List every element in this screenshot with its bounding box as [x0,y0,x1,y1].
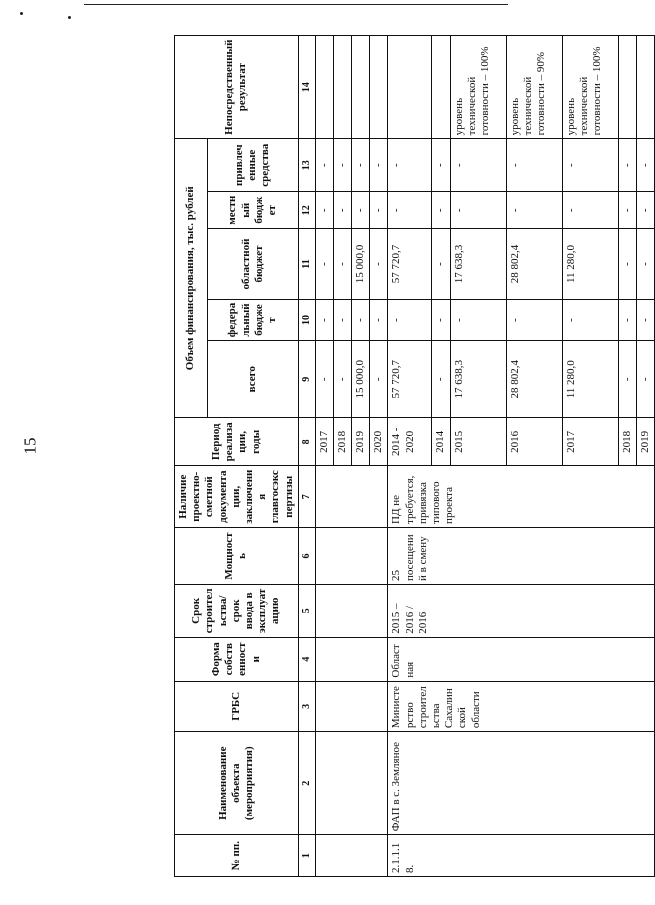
col-number: 2 [298,732,315,835]
total-cell: - [432,341,450,418]
regional-cell: - [333,229,351,299]
total-cell: 17 638,3 [450,341,506,418]
result-cell: уровень технической готовности – 100% [562,36,618,139]
prev-no-cell [315,835,388,877]
federal-cell: - [506,299,562,341]
attracted-cell: - [506,139,562,192]
prev-term-cell [315,585,388,638]
total-cell: - [618,341,636,418]
col-number: 5 [298,585,315,638]
federal-cell: - [370,299,388,341]
regional-cell: - [618,229,636,299]
result-cell: уровень технической готовности – 90% [506,36,562,139]
result-cell [352,36,370,139]
col-number: 10 [298,299,315,341]
total-cell: 11 280,0 [562,341,618,418]
header-name: Наименование объекта (мероприятия) [175,732,299,835]
federal-cell: - [636,299,654,341]
col-number: 14 [298,36,315,139]
attracted-cell: - [333,139,351,192]
object-term: 2015 – 2016 / 2016 [388,585,655,638]
result-cell [636,36,654,139]
regional-cell: 15 000,0 [352,229,370,299]
result-cell [333,36,351,139]
year-cell: 2014 - 2020 [388,418,432,466]
federal-cell: - [618,299,636,341]
regional-cell: - [370,229,388,299]
header-term: Срок строительства/срок ввода в эксплуатацию [175,585,299,638]
year-cell: 2017 [562,418,618,466]
year-cell: 2019 [636,418,654,466]
object-no: 2.1.1.18. [388,835,655,877]
year-cell: 2014 [432,418,450,466]
col-number: 3 [298,681,315,732]
prev-ownership-cell [315,637,388,681]
header-funding-group: Объем финансирования, тыс. рублей [175,139,208,418]
table-row [315,36,333,877]
header-capacity: Мощность [175,527,299,584]
total-cell: 28 802,4 [506,341,562,418]
header-psd: Наличие проектно-сметной документации, заключения главгосэкспертизы [175,466,299,527]
local-cell: - [618,192,636,229]
prev-psd-cell [315,466,388,527]
federal-cell: - [388,299,432,341]
col-number: 13 [298,139,315,192]
header-ownership: Форма собственности [175,637,299,681]
year-cell: 2017 [315,418,333,466]
header-federal: федеральный бюджет [207,299,298,341]
funding-table [174,35,655,877]
object-name: ФАП в с. Земляное [388,732,655,835]
col-number: 1 [298,835,315,877]
local-cell: - [562,192,618,229]
rotated-table-page [174,35,651,877]
header-local: местный бюджет [207,192,298,229]
prev-capacity-cell [315,527,388,584]
result-cell [432,36,450,139]
federal-cell: - [352,299,370,341]
federal-cell: - [315,299,333,341]
regional-cell: - [315,229,333,299]
attracted-cell: - [618,139,636,192]
attracted-cell: - [370,139,388,192]
federal-cell: - [562,299,618,341]
local-cell: - [352,192,370,229]
header-regional: областной бюджет [207,229,298,299]
local-cell: - [388,192,432,229]
object-ownership: Областная [388,637,655,681]
attracted-cell: - [432,139,450,192]
header-total: всего [207,341,298,418]
local-cell: - [370,192,388,229]
federal-cell: - [333,299,351,341]
regional-cell: 17 638,3 [450,229,506,299]
regional-cell: 57 720,7 [388,229,432,299]
header-attracted: привлеченные средства [207,139,298,192]
scan-dot [20,12,23,15]
federal-cell: - [432,299,450,341]
attracted-cell: - [636,139,654,192]
scan-top-line [84,4,508,5]
scan-dot [68,16,71,19]
local-cell: - [450,192,506,229]
col-number: 7 [298,466,315,527]
attracted-cell: - [352,139,370,192]
year-cell: 2015 [450,418,506,466]
year-cell: 2018 [618,418,636,466]
year-cell: 2018 [333,418,351,466]
year-cell: 2016 [506,418,562,466]
year-cell: 2019 [352,418,370,466]
attracted-cell: - [388,139,432,192]
col-number: 12 [298,192,315,229]
prev-name-cell [315,732,388,835]
object-psd: ПД не требуется, привязка типового проекта [388,466,655,527]
result-cell [370,36,388,139]
page-number: 15 [20,437,40,455]
total-cell: - [333,341,351,418]
federal-cell: - [450,299,506,341]
attracted-cell: - [315,139,333,192]
header-period: Период реализации, годы [175,418,299,466]
local-cell: - [432,192,450,229]
local-cell: - [333,192,351,229]
col-number: 6 [298,527,315,584]
header-grbs: ГРБС [175,681,299,732]
total-cell: 57 720,7 [388,341,432,418]
table-row [388,36,432,877]
result-cell: уровень технической готовности – 100% [450,36,506,139]
local-cell: - [636,192,654,229]
result-cell [315,36,333,139]
total-cell: - [636,341,654,418]
result-cell [388,36,432,139]
local-cell: - [506,192,562,229]
header-result: Непосредственный результат [175,36,299,139]
col-number: 4 [298,637,315,681]
object-capacity: 25 посещений в смену [388,527,655,584]
column-number-row [298,36,315,877]
regional-cell: 28 802,4 [506,229,562,299]
regional-cell: - [432,229,450,299]
col-number: 8 [298,418,315,466]
total-cell: - [370,341,388,418]
total-cell: - [315,341,333,418]
attracted-cell: - [450,139,506,192]
regional-cell: - [636,229,654,299]
attracted-cell: - [562,139,618,192]
year-cell: 2020 [370,418,388,466]
regional-cell: 11 280,0 [562,229,618,299]
local-cell: - [315,192,333,229]
col-number: 11 [298,229,315,299]
prev-grbs-cell [315,681,388,732]
col-number: 9 [298,341,315,418]
total-cell: 15 000,0 [352,341,370,418]
object-grbs: Министерство строительства Сахалинской области [388,681,655,732]
result-cell [618,36,636,139]
header-no: № пп. [175,835,299,877]
